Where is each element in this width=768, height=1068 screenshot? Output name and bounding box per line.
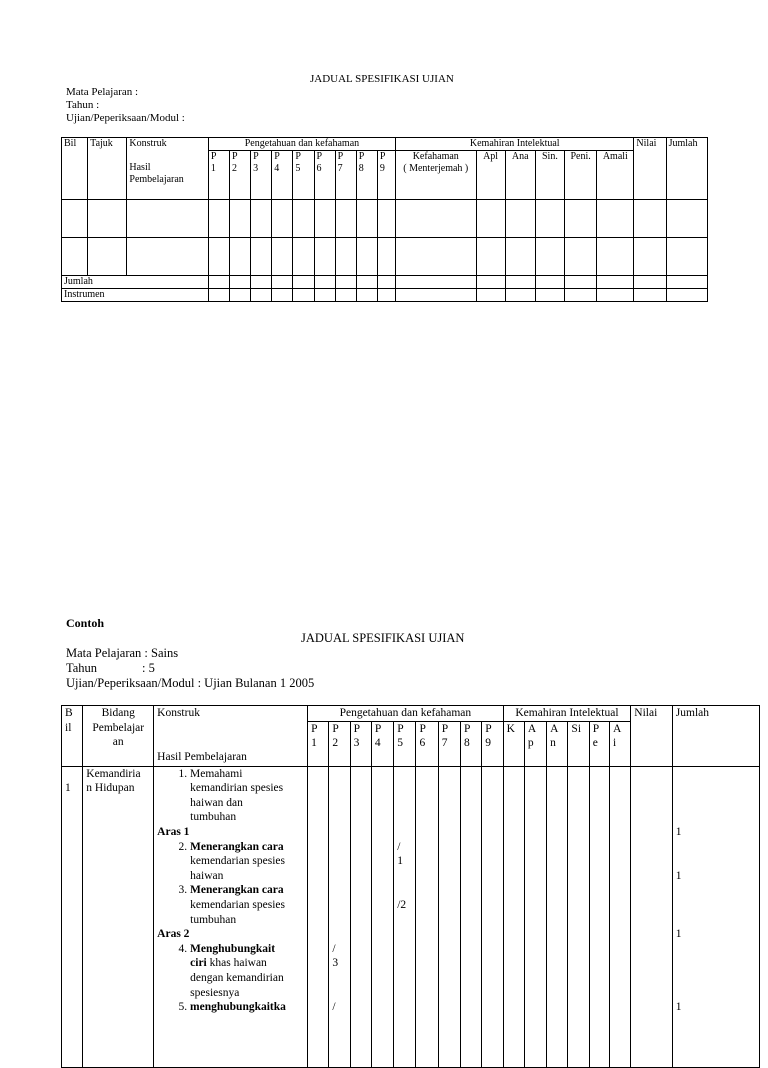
header-peni: Peni. (565, 151, 597, 200)
ex-header-p8: P 8 (461, 721, 482, 766)
ex-header-p4: P 4 (371, 721, 393, 766)
ex-header-kemahiran: Kemahiran Intelektual (503, 706, 631, 722)
header-kemahiran: Kemahiran Intelektual (396, 138, 634, 151)
template-subject: Mata Pelajaran : (66, 86, 139, 98)
header-p9: P 9 (377, 151, 395, 200)
example-table (61, 705, 760, 1068)
header-p2: P 2 (230, 151, 251, 200)
template-title: JADUAL SPESIFIKASI UJIAN (310, 73, 454, 85)
ex-header-pe: P e (589, 721, 609, 766)
header-tajuk: Tajuk (88, 138, 127, 200)
header-p4: P 4 (272, 151, 293, 200)
ex-header-k: K (503, 721, 524, 766)
table-row (62, 238, 708, 276)
header-amali: Amali (597, 151, 634, 200)
ex-row-konstruk: 1. Memahami kemandirian spesies haiwan dan tumbuhan Aras 1 2. Menerangkan cara kemendarian spesies haiwan 3. Menerangkan cara kemendarian spesies tumbuhan Aras 2 4. Menghubungkait ciri khas haiwan dengan kemandirian spesiesnya 5. menghubungkaitka (154, 766, 308, 1067)
example-year-label: Tahun (66, 661, 98, 675)
header-p3: P 3 (251, 151, 272, 200)
ex-header-an: A n (547, 721, 568, 766)
header-apl: Apl (476, 151, 505, 200)
ex-header-konstruk: Konstruk Hasil Pembelajaran (154, 706, 308, 767)
header-bil: Bil (62, 138, 88, 200)
ex-header-p2: P 2 (329, 721, 350, 766)
jumlah-label: Jumlah (62, 276, 209, 289)
ex-header-jumlah: Jumlah (672, 706, 759, 767)
ex-row-bil: 1 (62, 766, 83, 1067)
header-p7: P 7 (335, 151, 356, 200)
header-pengetahuan: Pengetahuan dan kefahaman (208, 138, 395, 151)
example-year-value: : 5 (142, 661, 155, 675)
example-subject: Mata Pelajaran : Sains (66, 646, 179, 660)
ex-header-p9: P 9 (482, 721, 503, 766)
ex-row-jumlah: 1 1 1 1 (672, 766, 759, 1067)
ex-header-ap: A p (524, 721, 546, 766)
header-p1: P 1 (208, 151, 229, 200)
header-p6: P 6 (314, 151, 335, 200)
instrumen-label: Instrumen (62, 289, 209, 302)
header-ana: Ana (505, 151, 535, 200)
ex-header-p7: P 7 (438, 721, 460, 766)
header-kefahaman: Kefahaman ( Menterjemah ) (396, 151, 476, 200)
ex-row-bidang: Kemandiria n Hidupan (83, 766, 154, 1067)
jumlah-row (62, 276, 708, 289)
example-label: Contoh (66, 616, 105, 630)
ex-header-si: Si (568, 721, 589, 766)
header-konstruk: Konstruk Hasil Pembelajaran (127, 138, 209, 200)
example-exam: Ujian/Peperiksaan/Modul : Ujian Bulanan 1 2005 (66, 676, 315, 690)
ex-row-p5: / 1 /2 (394, 766, 416, 1067)
header-jumlah: Jumlah (666, 138, 707, 200)
header-sin: Sin. (535, 151, 564, 200)
instrumen-row (62, 289, 708, 302)
template-year: Tahun : (66, 99, 100, 111)
ex-row-p2: / 3 / (329, 766, 350, 1067)
header-p8: P 8 (356, 151, 377, 200)
table-row (62, 766, 760, 1067)
ex-header-nilai: Nilai (631, 706, 673, 767)
ex-header-p6: P 6 (416, 721, 438, 766)
header-p5: P 5 (293, 151, 314, 200)
table-row (62, 200, 708, 238)
header-nilai: Nilai (634, 138, 666, 200)
ex-header-p5: P 5 (394, 721, 416, 766)
ex-header-bidang: Bidang Pembelajar an (83, 706, 154, 767)
ex-header-p1: P 1 (308, 721, 329, 766)
ex-header-ai: A i (609, 721, 630, 766)
ex-header-pengetahuan: Pengetahuan dan kefahaman (308, 706, 504, 722)
ex-header-p3: P 3 (350, 721, 371, 766)
template-table (61, 137, 708, 302)
example-title: JADUAL SPESIFIKASI UJIAN (301, 631, 465, 645)
ex-header-bil: B il (62, 706, 83, 767)
template-exam: Ujian/Peperiksaan/Modul : (66, 112, 185, 124)
